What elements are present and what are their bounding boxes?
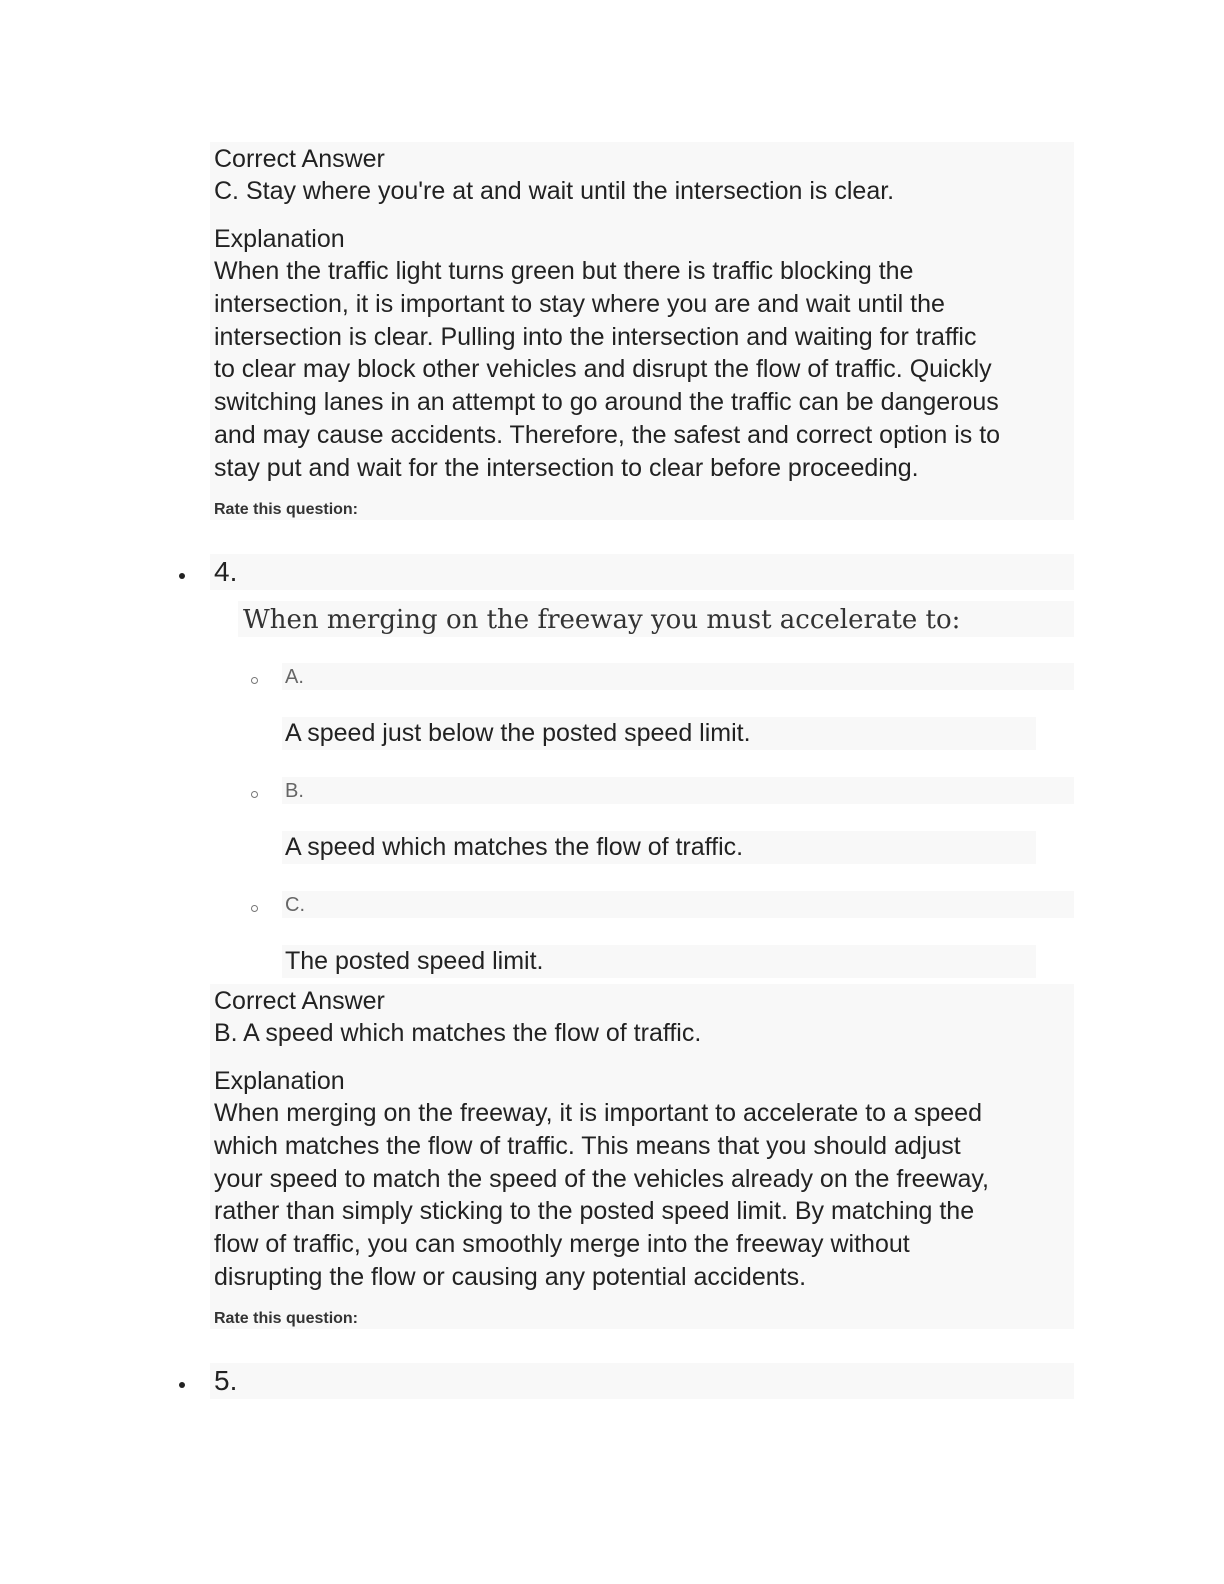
explanation-line: to clear may block other vehicles and disrupt the flow of traffic. Quickly xyxy=(214,355,992,384)
option-b-letter[interactable]: B. xyxy=(285,780,304,802)
explanation-line: switching lanes in an attempt to go around the traffic can be dangerous xyxy=(214,388,999,417)
explanation-line: flow of traffic, you can smoothly merge into the freeway without xyxy=(214,1230,910,1259)
explanation-line: disrupting the flow or causing any potential accidents. xyxy=(214,1262,807,1291)
q4-explanation-label: Explanation xyxy=(214,1067,345,1095)
explanation-line: and may cause accidents. Therefore, the safest and correct option is to xyxy=(214,420,1001,449)
explanation-line: stay put and wait for the intersection to clear before proceeding. xyxy=(214,453,919,482)
option-a-bullet xyxy=(251,677,258,684)
option-c-letter-row[interactable] xyxy=(282,891,1074,918)
q4-explanation-text xyxy=(214,1097,1074,1294)
option-a-text[interactable]: A speed just below the posted speed limit. xyxy=(285,719,751,747)
option-b-text[interactable]: A speed which matches the flow of traffic. xyxy=(285,833,744,861)
option-c-bullet xyxy=(251,905,258,912)
question-4-number: 4. xyxy=(214,556,238,587)
explanation-line: your speed to match the speed of the vehicles already on the freeway, xyxy=(214,1164,989,1193)
option-a-letter-row[interactable] xyxy=(282,663,1074,690)
prev-explanation-label: Explanation xyxy=(214,225,345,253)
q4-correct-answer-label: Correct Answer xyxy=(214,987,385,1015)
option-c-text[interactable]: The posted speed limit. xyxy=(285,947,544,975)
question-5-header xyxy=(210,1363,1074,1399)
option-c-letter[interactable]: C. xyxy=(285,894,305,916)
explanation-line: When the traffic light turns green but there is traffic blocking the xyxy=(214,257,914,285)
prev-correct-answer-label: Correct Answer xyxy=(214,145,385,173)
question-5-number: 5. xyxy=(214,1365,238,1396)
explanation-line: rather than simply sticking to the posted speed limit. By matching the xyxy=(214,1197,975,1226)
explanation-line: When merging on the freeway, it is important to accelerate to a speed xyxy=(214,1099,982,1127)
explanation-line: which matches the flow of traffic. This means that you should adjust xyxy=(214,1131,961,1160)
question-4-header xyxy=(210,554,1074,590)
explanation-line: intersection, it is important to stay where you are and wait until the xyxy=(214,289,945,318)
prev-rate-question[interactable]: Rate this question: xyxy=(214,501,359,518)
question-bullet xyxy=(179,1382,185,1388)
option-a-letter[interactable]: A. xyxy=(285,666,304,688)
option-b-letter-row[interactable] xyxy=(282,777,1074,804)
question-bullet xyxy=(179,573,185,579)
q4-correct-answer: B. A speed which matches the flow of traffic. xyxy=(214,1019,702,1047)
question-4-text: When merging on the freeway you must accelerate to: xyxy=(243,605,961,635)
q4-rate-question[interactable]: Rate this question: xyxy=(214,1310,359,1327)
prev-correct-answer: C. Stay where you're at and wait until the intersection is clear. xyxy=(214,177,895,205)
option-b-bullet xyxy=(251,791,258,798)
prev-explanation-text xyxy=(214,255,1074,485)
explanation-line: intersection is clear. Pulling into the intersection and waiting for traffic xyxy=(214,322,977,351)
